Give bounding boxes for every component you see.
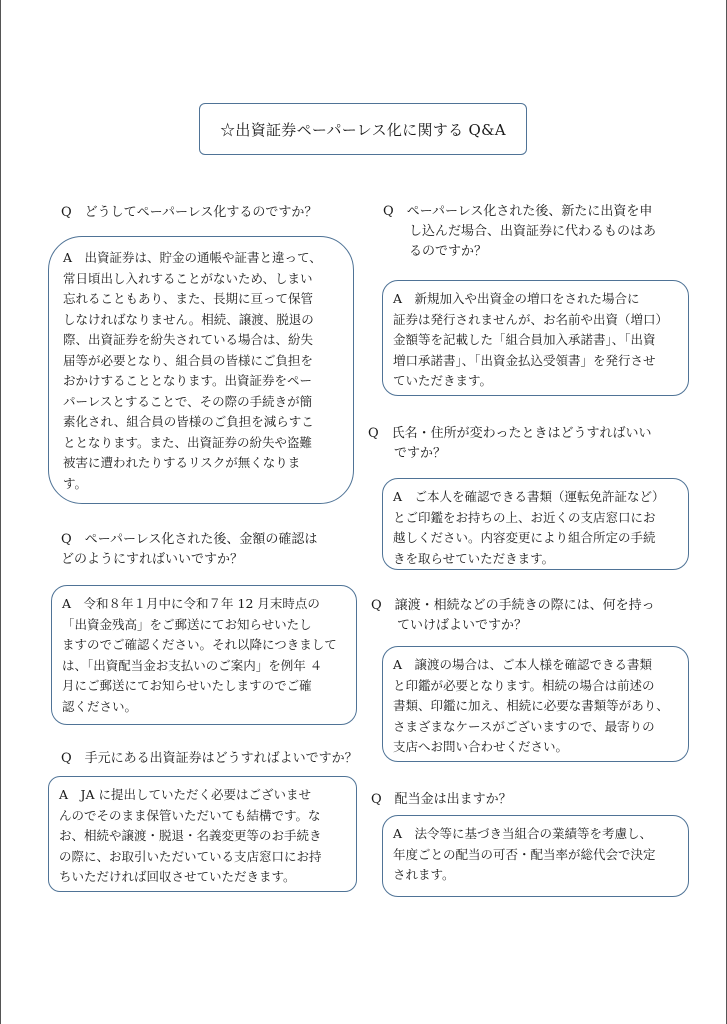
answer-dividend: A 法令等に基づき当組合の業績等を考慮し、 年度ごとの配当の可否・配当率が総代会で決定 されます。 <box>382 815 689 897</box>
question-existing-certificate: Q 手元にある出資証券はどうすればよいですか？ <box>61 751 358 766</box>
page-title: ☆出資証券ペーパーレス化に関する Q&A <box>199 103 527 155</box>
question-transfer-inheritance: Q 譲渡・相続などの手続きの際には、何を持っ ていけばよいですか？ <box>371 598 655 633</box>
question-name-address-change: Q 氏名・住所が変わったときはどうすればいい ですか？ <box>368 426 652 461</box>
answer-why-paperless: A 出資証券は、貯金の通帳や証書と違って、 常日頃出し入れすることがないため、しまい 忘れることもあり、また、長期に亘って保管 しなければなりません。相続、譲渡、脱退の 際、出資証券を紛失されている場合は、紛失 届等が必要となり、組合員の皆様にご負担を おかけすることとなります。出資証券をペー パーレスとすることで、その際の手続きが簡 素化され、組合員の皆様のご負担を減らすこ ととなります。また、出資証券の紛失や盗難 被害に遭われたりするリスクが無くなりま す。 <box>48 236 354 504</box>
question-dividend: Q 配当金は出ますか？ <box>371 792 512 807</box>
answer-existing-certificate: A JA に提出していただく必要はございませ んのでそのまま保管いただいても結構です。な お、相続や譲渡・脱退・名義変更等のお手続き の際に、お取引いただいている支店窓口にお持 ちいただければ回収させていただきます。 <box>48 776 357 892</box>
question-balance-check: Q ペーパーレス化された後、金額の確認は どのようにすればいいですか？ <box>61 532 318 567</box>
answer-new-investment: A 新規加入や出資金の増口をされた場合に 証券は発行されませんが、お名前や出資（増口） 金額等を記載した「組合員加入承諾書」、「出資 増口承諾書」、「出資金払込受領書」を発行させ ていただきます。 <box>382 280 689 396</box>
answer-balance-check: A 令和８年１月中に令和７年 12 月末時点の 「出資金残高」をご郵送にてお知らせいたし ますのでご確認ください。それ以降につきまして は、「出資配当金お支払いのご案内」を例年 ４ 月にご郵送にてお知らせいたしますのでご確 認ください。 <box>51 585 357 725</box>
answer-name-address-change: A ご本人を確認できる書類（運転免許証など） とご印鑑をお持ちの上、お近くの支店窓口にお 越しください。内容変更により組合所定の手続 きを取らせていただきます。 <box>382 478 689 570</box>
question-why-paperless: Q どうしてペーパーレス化するのですか？ <box>61 205 318 220</box>
question-new-investment: Q ペーパーレス化された後、新たに出資を申 し込んだ場合、出資証券に代わるものはあ るのですか？ <box>383 204 657 259</box>
answer-transfer-inheritance: A 譲渡の場合は、ご本人様を確認できる書類 と印鑑が必要となります。相続の場合は前述の 書類、印鑑に加え、相続に必要な書類等があり、 さまざまなケースがございますので、最寄りの 支店へお問い合わせください。 <box>382 646 689 762</box>
